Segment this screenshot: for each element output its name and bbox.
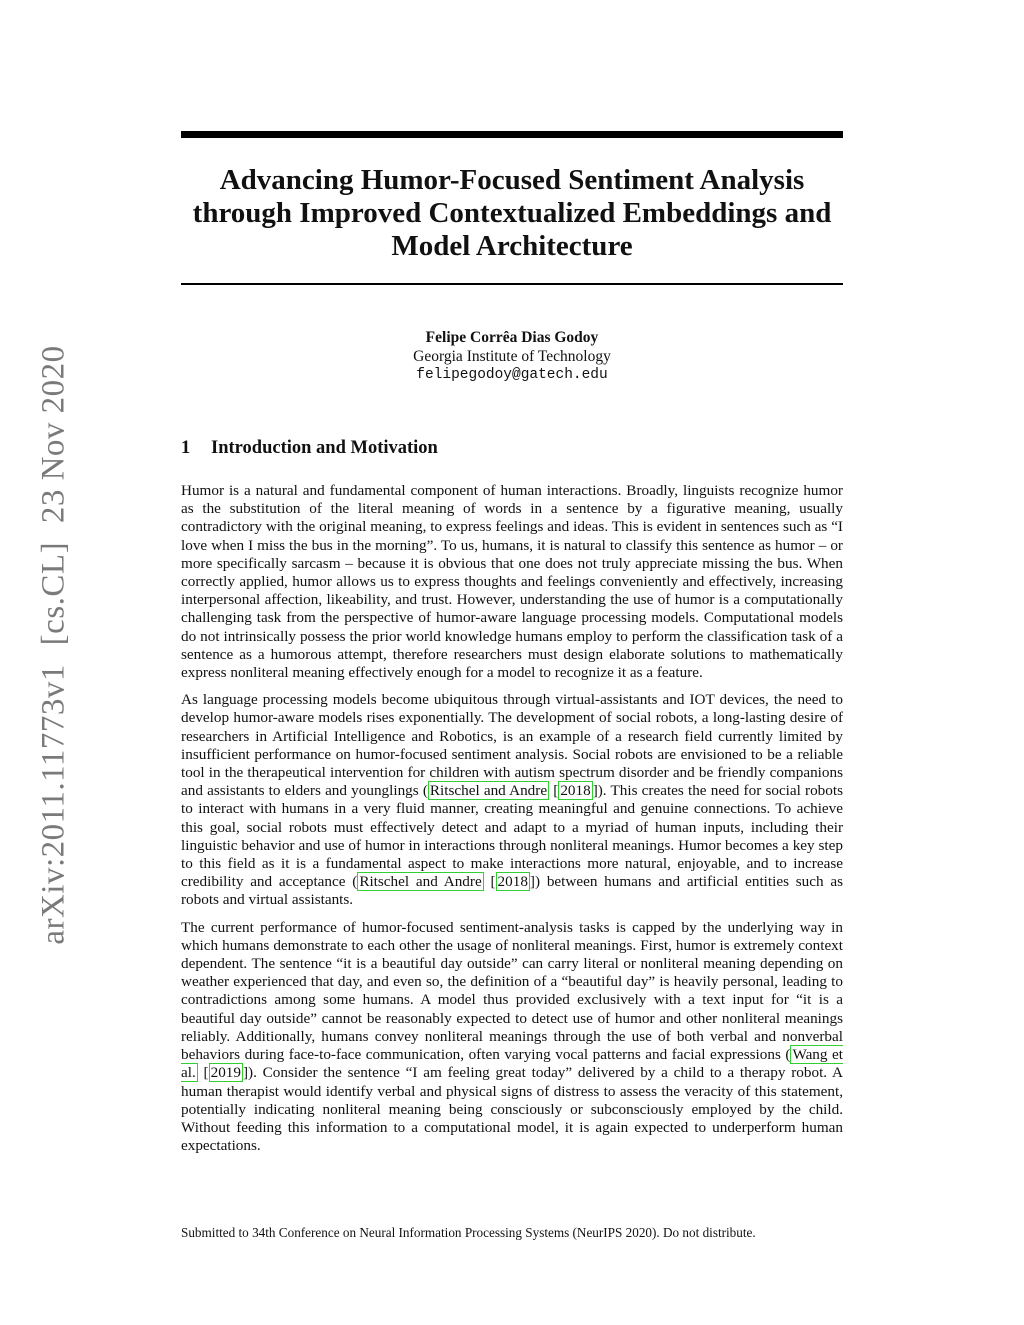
title-top-rule <box>181 131 843 138</box>
paper-title <box>181 164 843 263</box>
citation-link[interactable]: Ritschel and Andre <box>359 873 482 891</box>
paragraph-3: The current performance of humor-focused sentiment-analysis tasks is capped by the underlying way in which humans demonstrate to each other the usage of nonliteral meanings. First, humor is extremely context dependent. The sentence “it is a beautiful day outside” can carry literal or nonliteral meaning depending on weather experienced that day, and even so, the definition of a “beautiful day” is heavily personal, leading to contradictions among some humans. A model thus provided exclusively with a text input for “it is a beautiful day outside” cannot be reasonably expected to detect use of humor and other nonliteral meanings reliably. Additionally, humans convey nonliteral meanings through the use of both verbal and nonverbal behaviors during face-to-face communication, often varying vocal patterns and facial expressions ( Wang et al. [ 2019 ]). Consider the sentence “I am feeling great today” delivered by a child to a therapy robot. A human therapist would identify verbal and physical signs of distress to assess the veracity of this statement, potentially indicating nonliteral meaning being consciously or subconsciously employed by the child. Without feeding this information to a computational model, it is again expected to underperform human expectations. <box>181 918 843 1155</box>
arxiv-date: 23 Nov 2020 <box>35 345 72 524</box>
citation-year-link[interactable]: 2018 <box>560 782 591 800</box>
citation-link[interactable]: Wang et al. <box>181 1046 843 1082</box>
paragraph-2: As language processing models become ubiquitous through virtual-assistants and IOT devices, the need to develop humor-aware models rises exponentially. The development of social robots, a long-lasting desire of researchers in Artificial Intelligence and Robotics, is an example of a research field currently limited by insufficient performance on humor-focused sentiment analysis. Social robots are envisioned to be a reliable tool in the therapeutical intervention for children with autism spectrum disorder and be friendly companions and assistants to elders and younglings ( Ritschel and Andre [ 2018 ]). This creates the need for social robots to interact with humans in a very fluid manner, creating meaningful and genuine connections. To achieve this goal, social robots must effectively detect and adapt to a myriad of human inputs, including their linguistic behavior and use of humor in interactions through nonliteral meanings. Humor becomes a key step to this field as it is a fundamental aspect to make interactions more natural, enjoyable, and to increase credibility and acceptance ( Ritschel and Andre [ 2018 ]) between humans and artificial entities such as robots and virtual assistants. <box>181 691 844 909</box>
author-name: Felipe Corrêa Dias Godoy <box>425 329 599 346</box>
arxiv-identifier <box>36 340 73 949</box>
title-line: Model Architecture <box>391 230 633 262</box>
author-email[interactable]: felipegodoy@gatech.edu <box>416 367 608 383</box>
title-bottom-rule <box>181 283 843 285</box>
section-body <box>181 482 843 1164</box>
title-line: Advancing Humor-Focused Sentiment Analysis <box>219 164 805 196</box>
arxiv-category: [cs.CL] <box>35 541 72 646</box>
citation-link[interactable]: Ritschel and Andre <box>429 782 548 800</box>
submission-footnote: Submitted to 34th Conference on Neural Information Processing Systems (NeurIPS 2020). Do not distribute. <box>181 1225 756 1240</box>
paragraph-text: ). This creates the need for social robots to interact with humans in a very fluid manner, creating meaningful and genuine connections. To achieve this goal, social robots must effectively detect and adapt to a myriad of human inputs, including their linguistic behavior and use of humor in interactions through nonliteral meanings. Humor becomes a key step to this field as it is a fundamental aspect to make interactions more natural, enjoyable, and to increase credibility and acceptance ( <box>181 782 844 891</box>
arxiv-id: arXiv:2011.11773v1 <box>35 664 72 945</box>
title-line: through Improved Contextualized Embeddings and <box>192 197 832 229</box>
section-heading <box>181 438 438 459</box>
paragraph-text: ) between humans and artificial entities such as robots and virtual assistants. <box>181 873 844 909</box>
citation-year-link[interactable]: 2018 <box>497 873 528 891</box>
section-number: 1 <box>181 438 191 458</box>
paragraph-text: ). Consider the sentence “I am feeling great today” delivered by a child to a therapy robot. A human therapist would identify verbal and physical signs of distress to assess the veracity of this statement, potentially indicating nonliteral meaning being consciously or subconsciously employed by the child. Without feeding this information to a computational model, it is again expected to underperform human expectations. <box>181 1064 843 1155</box>
paragraph-1: Humor is a natural and fundamental component of human interactions. Broadly, linguists recognize humor as the substitution of the literal meaning of words in a sentence by a figurative meaning, usually contradictory with the original meaning, to express feelings and ideas. This is evident in sentences such as “I love when I miss the bus in the morning”. To us, humans, it is natural to classify this sentence as humor – or more specifically sarcasm – because it is obvious that one does not truly appreciate missing the bus. When correctly applied, humor allows us to express thoughts and feelings conveniently and effectively, increasing interpersonal affection, likeability, and trust. However, understanding the use of humor is a computationally challenging task from the perspective of humor-aware language processing models. Computational models do not intrinsically possess the prior world knowledge humans employ to perform the classification task of a sentence as a humorous attempt, therefore researchers must design elaborate solutions to mathematically express nonliteral meaning effectively enough for a model to recognize it as a feature. <box>181 482 843 682</box>
author-block <box>181 328 843 385</box>
author-affiliation: Georgia Institute of Technology <box>413 348 611 365</box>
paragraph-text: As language processing models become ubiquitous through virtual-assistants and IOT devices, the need to develop humor-aware models rises exponentially. The development of social robots, a long-lasting desire of researchers in Artificial Intelligence and Robotics, is an example of a research field currently limited by insufficient performance on humor-focused sentiment analysis. Social robots are envisioned to be a reliable tool in the therapeutical intervention for children with autism spectrum disorder and be friendly companions and assistants to elders and younglings ( <box>181 691 843 800</box>
section-title: Introduction and Motivation <box>211 438 438 458</box>
paragraph-text: The current performance of humor-focused sentiment-analysis tasks is capped by the underlying way in which humans demonstrate to each other the usage of nonliteral meanings. First, humor is extremely context dependent. The sentence “it is a beautiful day outside” can carry literal or nonliteral meaning depending on weather experienced that day, and even so, the definition of a “beautiful day” is heavily personal, leading to contradictions among some humans. A model thus provided exclusively with a text input for “it is a beautiful day outside” cannot be reasonably expected to detect use of humor and other nonliteral meanings reliably. Additionally, humans convey nonliteral meanings through the use of both verbal and nonverbal behaviors during face-to-face communication, often varying vocal patterns and facial expressions ( <box>181 918 843 1064</box>
citation-year-link[interactable]: 2019 <box>210 1064 241 1082</box>
